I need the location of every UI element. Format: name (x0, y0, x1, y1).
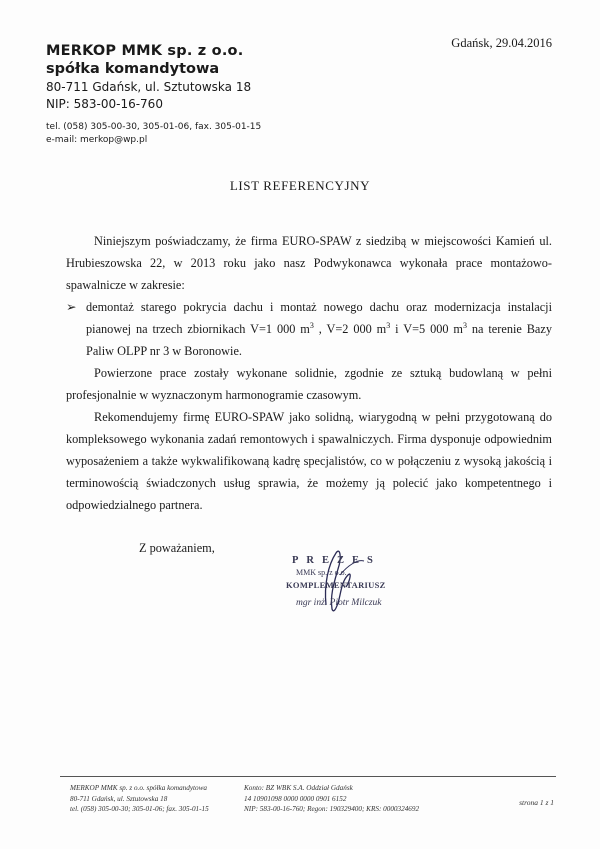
stamp-signatory: mgr inż. Piotr Milczuk (296, 598, 382, 608)
footer-company: MERKOP MMK sp. z o.o. spółka komandytowa 80-711 Gdańsk, ul. Sztutowska 18 tel. (058) 305-00-30; 305-01-06; fax. 305-01-15 (70, 784, 209, 813)
company-address: 80-711 Gdańsk, ul. Sztutowska 18 (46, 80, 252, 94)
bullet-text: demontaż starego pokrycia dachu i montaż nowego dachu oraz modernizacja instalacji pianowej na trzech zbiornikach V=1 000 $m^3$ , V=2 000 $m^3$ i V=5 000 $m^3$ na terenie Bazy Paliw OLPP nr 3 w Boronowie. (86, 300, 552, 358)
paragraph-quality: Powierzone prace zostały wykonane solidnie, zgodnie ze sztuką budowlaną w pełni profesjonalnie w wyznaczonym harmonogramie czasowym. (66, 366, 552, 402)
closing-phrase: Z poważaniem, (139, 541, 215, 555)
company-name: MERKOP MMK sp. z o.o. (46, 43, 244, 59)
signature-stamp (278, 555, 438, 635)
stamp-company: MMK sp. z o.o. (296, 568, 347, 577)
company-nip: NIP: 583-00-16-760 (46, 97, 163, 111)
footer-divider (60, 776, 556, 777)
paragraph-intro: Niniejszym poświadczamy, że firma EURO-SPAW z siedzibą w miejscowości Kamień ul. Hrubieszowska 22, w 2013 roku jako nasz Podwykonawca wykonała prace montażowo-spawalnicze w zakresie: (66, 234, 552, 292)
letter-body (66, 230, 552, 516)
company-letterhead (46, 42, 261, 147)
list-item (66, 296, 552, 362)
letter-title: LIST REFERENCYJNY (229, 178, 371, 193)
paragraph-recommendation: Rekomendujemy firmę EURO-SPAW jako solidną, wiarygodną w pełni przygotowaną do kompleksowego wykonania zadań remontowych i spawalniczych. Firma dysponuje odpowiednim wyposażeniem a także wykwalifikowaną kadrę specjalistów, co w połączeniu z wysoką jakością i terminowością świadczonych usług sprawia, że możemy ją polecić jako kompetentnego i odpowiedzialnego partnera. (66, 410, 552, 512)
footer-bank: Konto: BZ WBK S.A. Oddział Gdańsk 14 10901098 0000 0000 0901 6152 NIP: 583-00-16-760; Regon: 190329400; KRS: 0000324692 (244, 784, 420, 813)
letter-date: Gdańsk, 29.04.2016 (451, 36, 552, 50)
page-number: strona 1 z 1 (519, 798, 554, 807)
company-phone: tel. (058) 305-00-30, 305-01-06, fax. 305-01-15 (46, 122, 262, 132)
company-type: spółka komandytowa (46, 61, 220, 77)
company-email: e-mail: merkop@wp.pl (46, 135, 148, 145)
arrow-bullet-icon: ➢ (66, 300, 77, 314)
stamp-title: PREZES (292, 555, 381, 566)
stamp-role: KOMPLEMENTARIUSZ (286, 580, 386, 590)
